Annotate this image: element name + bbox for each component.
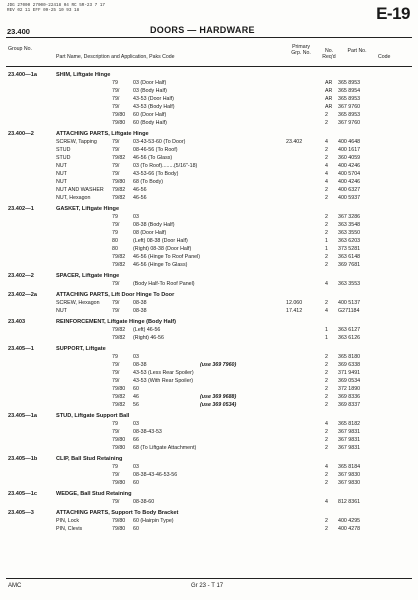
part-number: 400 1617 (338, 147, 361, 153)
application: 46 (133, 394, 139, 400)
table-row (0, 95, 418, 103)
part-description: NUT AND WASHER (56, 187, 104, 193)
quantity-required: 2 (325, 480, 328, 486)
part-number: 812 8361 (338, 499, 361, 505)
model-years: 79/82 (112, 402, 126, 408)
table-row (0, 194, 418, 202)
column-header-primary-group: Primary Grp. No. (291, 44, 311, 56)
group-heading-row (0, 130, 418, 138)
quantity-required: 2 (325, 120, 328, 126)
group-heading-row (0, 490, 418, 498)
part-description: ATTACHING PARTS, Lift Door Hinge To Door (56, 292, 175, 298)
application: 03 (To Roof)........(5/16"-18) (133, 163, 198, 169)
model-years: 79/ (112, 300, 120, 306)
model-years: 79/80 (112, 518, 126, 524)
meta-line-2: REV 02 11 EFF 09-25 10 93 18 (7, 8, 80, 13)
part-number: 400 4278 (338, 526, 361, 532)
part-number: 365 8182 (338, 421, 361, 427)
part-number: 369 7681 (338, 262, 361, 268)
quantity-required: 2 (325, 112, 328, 118)
table-row (0, 334, 418, 342)
part-number: 400 5704 (338, 171, 361, 177)
quantity-required: 1 (325, 246, 328, 252)
table-row (0, 111, 418, 119)
application: 46-56 (Hinge To Roof Panel) (133, 254, 201, 260)
application: 03 (133, 464, 139, 470)
model-years: 79/ (112, 499, 120, 505)
quantity-required: 4 (325, 308, 328, 314)
model-years: 79 (112, 421, 118, 427)
header-rule-top (6, 37, 412, 38)
footer-page-ref: Gr 23 - T 17 (191, 583, 224, 589)
part-number: 363 3550 (338, 230, 361, 236)
page-id: E-19 (376, 4, 410, 23)
quantity-required: 2 (325, 300, 328, 306)
group-heading-row (0, 205, 418, 213)
part-description: GASKET, Liftgate Hinge (56, 206, 120, 212)
model-years: 79/80 (112, 120, 126, 126)
model-years: 79 (112, 354, 118, 360)
part-number: 363 6126 (338, 335, 361, 341)
column-header-description: Part Name, Description and Application, Paks Code (56, 54, 175, 60)
group-number: 23.403 (8, 319, 26, 325)
application: 08-38-43-46-53-56 (133, 472, 178, 478)
model-years: 79/80 (112, 179, 126, 185)
part-number: 400 4648 (338, 139, 361, 145)
application: (Body Half-To Roof Panel) (133, 281, 195, 287)
part-description: SUPPORT, Liftgate (56, 346, 106, 352)
part-number: 367 3286 (338, 214, 361, 220)
application: 56 (133, 402, 139, 408)
quantity-required: 4 (325, 281, 328, 287)
group-number: 23.405—1a (8, 413, 37, 419)
model-years: 79/82 (112, 262, 126, 268)
application: 43-53-66 (To Body) (133, 171, 179, 177)
quantity-required: 1 (325, 335, 328, 341)
model-years: 79/80 (112, 526, 126, 532)
application: 43-53 (Door Half) (133, 96, 174, 102)
model-years: 79 (112, 214, 118, 220)
table-row (0, 299, 418, 307)
table-row (0, 162, 418, 170)
application: 08-38 (Body Half) (133, 222, 175, 228)
model-years: 79/82 (112, 394, 126, 400)
table-row (0, 237, 418, 245)
quantity-required: 2 (325, 437, 328, 443)
quantity-required: AR (325, 80, 333, 86)
table-row (0, 119, 418, 127)
table-row (0, 186, 418, 194)
model-years: 79/ (112, 472, 120, 478)
table-row (0, 261, 418, 269)
model-years: 79/ (112, 171, 120, 177)
part-number: G271184 (338, 308, 360, 314)
group-number: 23.402—2a (8, 292, 37, 298)
quantity-required: 2 (325, 378, 328, 384)
part-number: 400 6327 (338, 187, 361, 193)
quantity-required: 2 (325, 214, 328, 220)
footer-rule (6, 578, 412, 579)
part-description: PIN, Clevis (56, 526, 83, 532)
table-row (0, 428, 418, 436)
quantity-required: AR (325, 88, 333, 94)
table-row (0, 170, 418, 178)
part-description: ATTACHING PARTS, Support To Body Bracket (56, 510, 179, 516)
part-number: 363 6148 (338, 254, 361, 260)
model-years: 79/82 (112, 195, 126, 201)
part-number: 365 8953 (338, 96, 361, 102)
part-number: 369 6338 (338, 362, 361, 368)
quantity-required: AR (325, 96, 333, 102)
model-years: 79/ (112, 88, 120, 94)
part-number: 367 9831 (338, 437, 361, 443)
quantity-required: 2 (325, 402, 328, 408)
application: (Left) 46-56 (133, 327, 161, 333)
table-row (0, 369, 418, 377)
column-header-group: Group No. (8, 46, 32, 52)
part-number: 400 4246 (338, 179, 361, 185)
application: 60 (Body Half) (133, 120, 167, 126)
part-description: STUD, Liftgate Support Ball (56, 413, 130, 419)
quantity-required: 2 (325, 370, 328, 376)
application: 08-38-43-53 (133, 429, 162, 435)
application: 08-38-60 (133, 499, 155, 505)
part-number: 367 9831 (338, 445, 361, 451)
part-description: REINFORCEMENT, Liftgate Hinge (Body Half) (56, 319, 176, 325)
table-row (0, 361, 418, 369)
application: 43-53 (With Rear Spoiler) (133, 378, 194, 384)
model-years: 79 (112, 80, 118, 86)
application: 60 (133, 386, 139, 392)
model-years: 79/82 (112, 254, 126, 260)
part-description: PIN, Lock (56, 518, 79, 524)
table-row (0, 401, 418, 409)
header-rule-bottom (6, 66, 412, 67)
quantity-required: 2 (325, 195, 328, 201)
part-number: 363 3548 (338, 222, 361, 228)
model-years: 79/ (112, 163, 120, 169)
part-number: 369 8337 (338, 402, 361, 408)
quantity-required: AR (325, 104, 333, 110)
table-row (0, 479, 418, 487)
model-years: 79/ (112, 139, 120, 145)
model-years: 79/ (112, 308, 120, 314)
quantity-required: 2 (325, 254, 328, 260)
primary-group: 23.402 (286, 139, 303, 145)
page-meta (7, 3, 105, 13)
group-number: 23.405—3 (8, 510, 34, 516)
part-number: 373 5281 (338, 246, 361, 252)
model-years: 79/ (112, 222, 120, 228)
part-description: SCREW, Tapping (56, 139, 97, 145)
table-row (0, 87, 418, 95)
application: 60 (133, 480, 139, 486)
group-heading-row (0, 345, 418, 353)
table-row (0, 353, 418, 361)
table-row (0, 385, 418, 393)
quantity-required: 2 (325, 155, 328, 161)
application: 46-56 (Hinge To Glass) (133, 262, 188, 268)
table-row (0, 146, 418, 154)
model-years: 80 (112, 246, 118, 252)
table-row (0, 221, 418, 229)
group-heading-row (0, 291, 418, 299)
table-row (0, 103, 418, 111)
application: 43-53 (Body Half) (133, 104, 175, 110)
model-years: 79/82 (112, 335, 126, 341)
part-description: WEDGE, Ball Stud Retaining (56, 491, 132, 497)
application: 03 (133, 214, 139, 220)
application: 08-46-56 (To Roof) (133, 147, 178, 153)
table-row (0, 138, 418, 146)
application: 03 (133, 354, 139, 360)
part-number: 363 6127 (338, 327, 361, 333)
model-years: 79/80 (112, 386, 126, 392)
part-number: 365 8953 (338, 112, 361, 118)
model-years: 79/ (112, 281, 120, 287)
application: 08-38 (133, 300, 147, 306)
application: 08-38 (133, 362, 147, 368)
table-row (0, 420, 418, 428)
part-description: STUD (56, 155, 71, 161)
part-description: STUD (56, 147, 71, 153)
group-number: 23.402—2 (8, 273, 34, 279)
part-number: 400 4246 (338, 163, 361, 169)
quantity-required: 4 (325, 139, 328, 145)
quantity-required: 2 (325, 518, 328, 524)
table-row (0, 498, 418, 506)
part-number: 360 4059 (338, 155, 361, 161)
part-number: 371 9491 (338, 370, 361, 376)
part-number: 367 9830 (338, 480, 361, 486)
table-row (0, 154, 418, 162)
quantity-required: 2 (325, 386, 328, 392)
quantity-required: 4 (325, 464, 328, 470)
part-description: NUT (56, 308, 67, 314)
quantity-required: 2 (325, 187, 328, 193)
quantity-required: 4 (325, 421, 328, 427)
application: 68 (To Liftgate Attachment) (133, 445, 197, 451)
table-row (0, 517, 418, 525)
application: 46-56 (133, 187, 147, 193)
table-row (0, 229, 418, 237)
model-years: 79/ (112, 429, 120, 435)
quantity-required: 2 (325, 262, 328, 268)
part-description: NUT (56, 171, 67, 177)
part-number: 369 8336 (338, 394, 361, 400)
model-years: 79/80 (112, 437, 126, 443)
table-row (0, 178, 418, 186)
application: 46-56 (133, 195, 147, 201)
model-years: 79/ (112, 104, 120, 110)
group-heading-row (0, 455, 418, 463)
quantity-required: 4 (325, 163, 328, 169)
part-description: NUT, Hexagon (56, 195, 91, 201)
part-number: 400 5137 (338, 300, 361, 306)
group-heading-row (0, 509, 418, 517)
quantity-required: 4 (325, 499, 328, 505)
group-heading-row (0, 71, 418, 79)
part-number: 367 9760 (338, 104, 361, 110)
application: 03 (Body Half) (133, 88, 167, 94)
column-header-code: Code (378, 54, 391, 60)
part-number: 372 1890 (338, 386, 361, 392)
part-number: 365 8180 (338, 354, 361, 360)
part-description: CLIP, Ball Stud Retaining (56, 456, 123, 462)
group-number: 23.405—1c (8, 491, 37, 497)
quantity-required: 2 (325, 222, 328, 228)
group-heading-row (0, 412, 418, 420)
primary-group: 12.060 (286, 300, 303, 306)
part-number: 400 5937 (338, 195, 361, 201)
model-years: 79/ (112, 378, 120, 384)
quantity-required: 2 (325, 354, 328, 360)
application: 03-43-53-60 (To Door) (133, 139, 186, 145)
table-row (0, 377, 418, 385)
application: 68 (To Body) (133, 179, 164, 185)
part-number: 365 8954 (338, 88, 361, 94)
part-description: SCREW, Hexagon (56, 300, 100, 306)
application: 60 (Hairpin Type) (133, 518, 174, 524)
group-number: 23.400—2 (8, 131, 34, 137)
table-row (0, 525, 418, 533)
part-number: 400 4295 (338, 518, 361, 524)
meta-line-1: JDG 27000 27000-22418 04 RC 5R-23 7 17 (7, 3, 105, 8)
table-row (0, 79, 418, 87)
header-group-number: 23.400 (7, 27, 30, 36)
group-heading-row (0, 272, 418, 280)
group-heading-row (0, 318, 418, 326)
application: 43-53 (Less Rear Spoiler) (133, 370, 194, 376)
application: 03 (Door Half) (133, 80, 167, 86)
quantity-required: 2 (325, 394, 328, 400)
application: 60 (Door Half) (133, 112, 167, 118)
quantity-required: 2 (325, 445, 328, 451)
part-number: 365 8184 (338, 464, 361, 470)
part-number: 367 9831 (338, 429, 361, 435)
model-years: 79/ (112, 96, 120, 102)
quantity-required: 2 (325, 526, 328, 532)
model-years: 79/82 (112, 187, 126, 193)
quantity-required: 1 (325, 238, 328, 244)
primary-group: 17.412 (286, 308, 303, 314)
part-number: 369 0534 (338, 378, 361, 384)
group-number: 23.402—1 (8, 206, 34, 212)
application: (Right) 46-56 (133, 335, 164, 341)
use-note: (use 369 9688) (200, 394, 237, 400)
footer-brand: AMC (8, 583, 22, 589)
application: 60 (133, 526, 139, 532)
part-number: 365 8953 (338, 80, 361, 86)
table-row (0, 307, 418, 315)
part-description: NUT (56, 179, 67, 185)
part-number: 363 3553 (338, 281, 361, 287)
part-description: SPACER, Liftgate Hinge (56, 273, 120, 279)
table-row (0, 444, 418, 452)
model-years: 79/82 (112, 155, 126, 161)
table-row (0, 213, 418, 221)
application: 08-38 (133, 308, 147, 314)
part-number: 367 9830 (338, 472, 361, 478)
model-years: 79/ (112, 362, 120, 368)
table-row (0, 436, 418, 444)
table-row (0, 393, 418, 401)
use-note: (use 369 7960) (200, 362, 237, 368)
quantity-required: 4 (325, 179, 328, 185)
quantity-required: 2 (325, 429, 328, 435)
application: 03 (133, 421, 139, 427)
application: 46-56 (To Glass) (133, 155, 173, 161)
quantity-required: 4 (325, 171, 328, 177)
quantity-required: 2 (325, 472, 328, 478)
model-years: 79/80 (112, 480, 126, 486)
model-years: 79/80 (112, 112, 126, 118)
model-years: 79/80 (112, 445, 126, 451)
table-row (0, 280, 418, 288)
part-number: 363 6203 (338, 238, 361, 244)
group-number: 23.405—1b (8, 456, 38, 462)
part-description: NUT (56, 163, 67, 169)
model-years: 79/82 (112, 327, 126, 333)
model-years: 79/ (112, 147, 120, 153)
page-title: DOORS — HARDWARE (150, 25, 255, 35)
quantity-required: 2 (325, 230, 328, 236)
table-row (0, 253, 418, 261)
quantity-required: 1 (325, 327, 328, 333)
table-row (0, 463, 418, 471)
model-years: 79/ (112, 370, 120, 376)
application: 08 (Door Half) (133, 230, 167, 236)
application: 66 (133, 437, 139, 443)
use-note: (use 369 0534) (200, 402, 237, 408)
quantity-required: 2 (325, 362, 328, 368)
group-number: 23.400—1a (8, 72, 37, 78)
part-description: ATTACHING PARTS, Liftgate Hinge (56, 131, 149, 137)
column-header-part-no: Part No. (347, 48, 367, 54)
table-row (0, 471, 418, 479)
table-row (0, 326, 418, 334)
group-number: 23.405—1 (8, 346, 34, 352)
model-years: 79 (112, 464, 118, 470)
application: (Left) 08-38 (Door Half) (133, 238, 188, 244)
quantity-required: 2 (325, 147, 328, 153)
column-header-no-reqd: No. Req'd (322, 48, 336, 60)
application: (Right) 08-38 (Door Half) (133, 246, 192, 252)
model-years: 79 (112, 230, 118, 236)
part-number: 367 9760 (338, 120, 361, 126)
part-description: SHIM, Liftgate Hinge (56, 72, 111, 78)
table-row (0, 245, 418, 253)
model-years: 80 (112, 238, 118, 244)
